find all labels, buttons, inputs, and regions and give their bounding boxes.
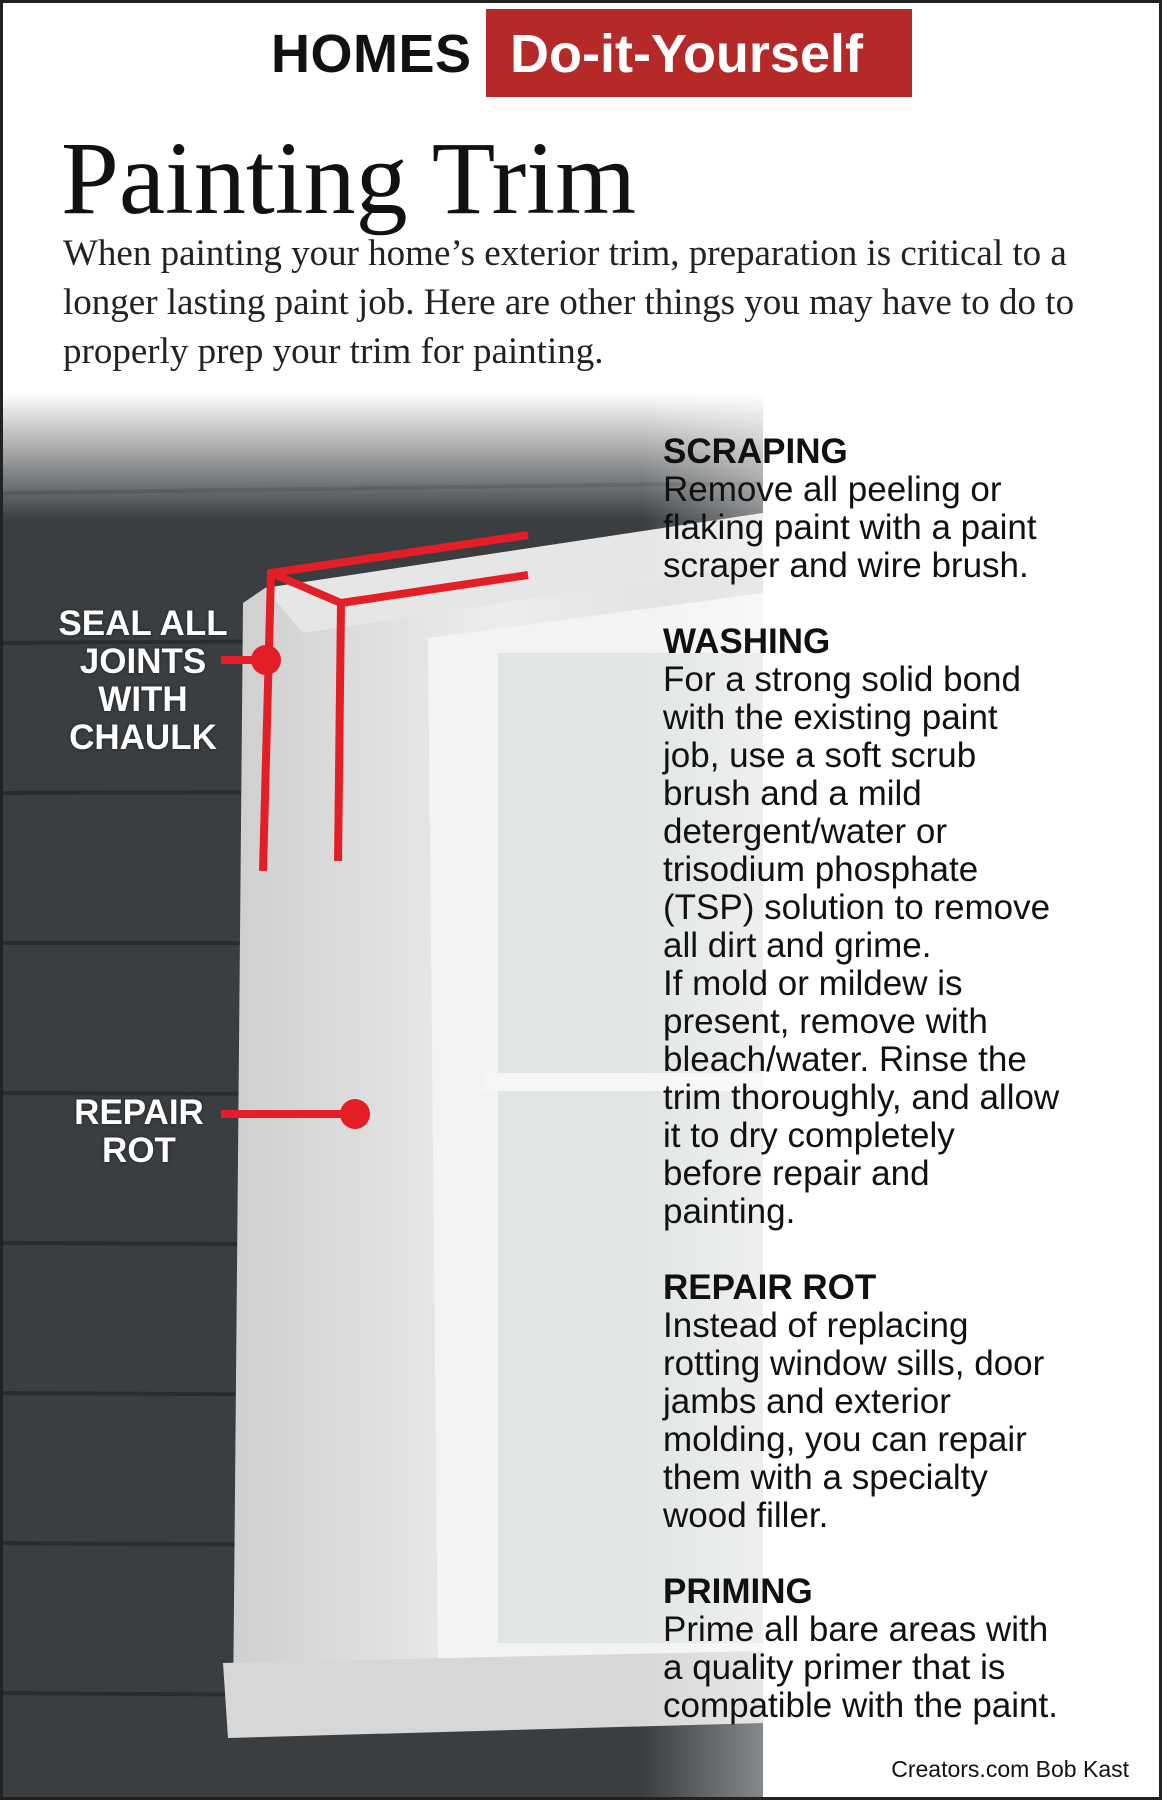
- section-body: Prime all bare areas with a quality primer that is compatible with the paint.: [663, 1610, 1058, 1725]
- intro-text: When painting your home’s exterior trim, preparation is critical to a longer lasting paint job. Here are other things you may have to do to properly prep your trim for painting.: [63, 233, 1075, 372]
- section-heading: PRIMING: [663, 1572, 813, 1611]
- section-body: Remove all peeling or flaking paint with a paint scraper and wire brush.: [663, 470, 1037, 585]
- section-body: Instead of replacing rotting window sills, door jambs and exterior molding, you can repair them with a specialty wood filler.: [663, 1306, 1045, 1535]
- section-washing: [663, 623, 1143, 1231]
- banner-label: Do-it-Yourself: [510, 24, 863, 84]
- page-title: Painting Trim: [61, 121, 637, 236]
- banner: [486, 9, 912, 97]
- callout-repair-rot: [59, 1094, 219, 1170]
- callout-rot-text: REPAIR ROT: [74, 1093, 204, 1170]
- header: [3, 9, 1159, 99]
- callout-seal-joints: [43, 605, 243, 757]
- section-priming: [663, 1573, 1143, 1725]
- credit-line: Creators.com Bob Kast: [891, 1756, 1129, 1782]
- seal-callout-dot: [251, 645, 281, 675]
- tips-column: [663, 433, 1143, 1763]
- section-label: HOMES: [271, 24, 472, 84]
- section-heading: WASHING: [663, 622, 831, 661]
- section-body: For a strong solid bond with the existing paint job, use a soft scrub brush and a mild detergent/water or trisodium phosphate (TSP) solution to remove all dirt and grime. If mold or mildew is present, remove with bleach/water. Rinse the trim thoroughly, and allow it to dry completely before repair and painting.: [663, 660, 1060, 1231]
- section-scraping: [663, 433, 1143, 585]
- section-heading: SCRAPING: [663, 432, 848, 471]
- rot-callout-dot: [340, 1099, 370, 1129]
- section-heading: REPAIR ROT: [663, 1268, 877, 1307]
- callout-seal-text: SEAL ALL JOINTS WITH CHAULK: [58, 604, 228, 757]
- section-repair-rot: [663, 1269, 1143, 1535]
